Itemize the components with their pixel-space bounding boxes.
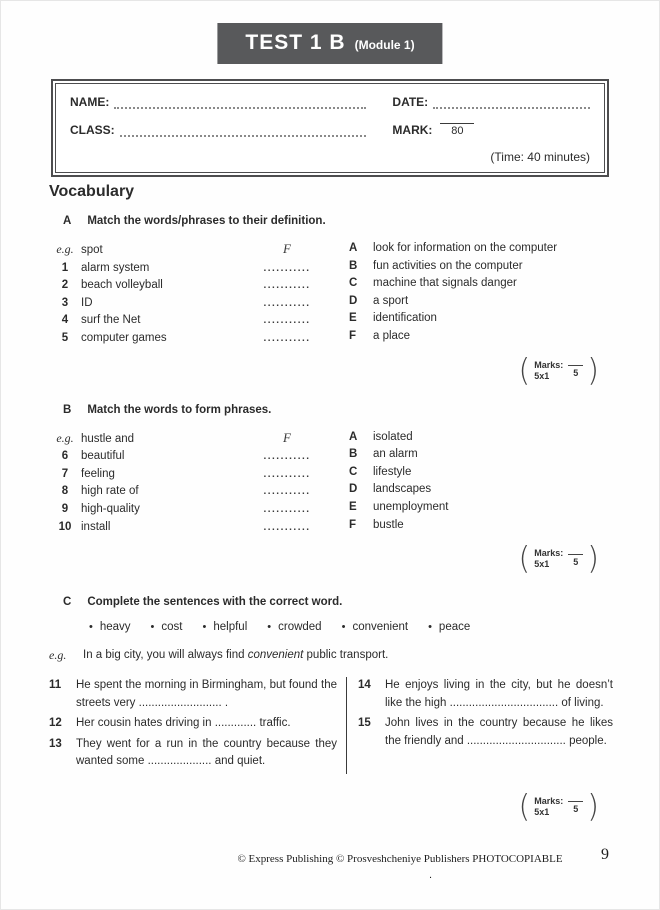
section-b-words [49, 429, 349, 537]
option-row [349, 293, 613, 311]
item-number: 11 [49, 679, 62, 692]
class-blank-line [120, 122, 367, 137]
mark-blank-line [440, 123, 474, 124]
match-row [49, 466, 349, 484]
time-note: (Time: 40 minutes) [490, 150, 590, 164]
item-word: hustle and [81, 432, 135, 445]
option-text: isolated [373, 430, 413, 443]
copyright-notice: © Express Publishing © Prosveshcheniye Publishers PHOTOCOPIABLE [237, 853, 563, 865]
vocabulary-heading: Vocabulary [49, 183, 135, 200]
sentence-item [358, 677, 613, 712]
name-label: NAME: [70, 95, 110, 109]
open-paren: ( [518, 787, 531, 825]
item-answer-blank: ........... [263, 297, 311, 309]
content-area [49, 183, 613, 825]
word-bank-item [342, 621, 408, 633]
section-a-matching [49, 240, 613, 348]
example-answer-word: convenient [247, 649, 304, 662]
student-info-box [51, 79, 609, 177]
item-number: 6 [61, 450, 69, 463]
date-blank-line [433, 94, 590, 109]
marks-total: 5 [573, 556, 579, 567]
item-word: install [81, 520, 111, 533]
option-letter: D [349, 294, 358, 307]
item-number: 8 [61, 485, 69, 498]
marks-label: Marks: [534, 548, 564, 559]
page-number: 9 [601, 846, 609, 863]
example-label: e.g. [49, 648, 67, 663]
item-number: 15 [358, 717, 371, 730]
option-letter: D [349, 483, 358, 496]
option-text: a place [373, 329, 411, 342]
close-paren: ) [587, 351, 599, 389]
sentence-item [49, 736, 337, 771]
item-answer: F [283, 241, 291, 256]
bullet-icon: • [267, 621, 272, 634]
marks-label: Marks: [534, 795, 564, 806]
bullet-icon: • [150, 621, 155, 634]
class-label: CLASS: [70, 123, 115, 137]
option-text: bustle [373, 518, 404, 531]
section-a-options [349, 240, 613, 348]
item-number: 12 [49, 717, 62, 730]
word-bank [89, 621, 613, 633]
match-row [49, 501, 349, 519]
option-text: a sport [373, 294, 409, 307]
open-paren: ( [518, 540, 531, 577]
item-number: 14 [358, 679, 371, 692]
option-letter: C [349, 465, 358, 478]
section-c-items [49, 677, 613, 774]
item-word: surf the Net [81, 314, 141, 327]
marks-label: Marks: [534, 359, 564, 370]
match-row [49, 312, 349, 330]
match-row [49, 260, 349, 278]
option-row [349, 464, 613, 482]
class-mark-row [70, 122, 590, 137]
item-answer-blank: ........... [263, 262, 311, 274]
section-b-instruction [63, 404, 613, 416]
word-bank-word: heavy [99, 621, 131, 634]
section-c-letter: C [63, 596, 72, 609]
option-row [349, 481, 613, 499]
item-word: alarm system [81, 261, 150, 274]
word-bank-item [89, 621, 131, 633]
item-word: high-quality [81, 502, 140, 515]
option-row [349, 328, 613, 346]
item-answer: F [283, 429, 291, 445]
marks-total: 5 [573, 804, 579, 815]
item-word: ID [81, 296, 93, 309]
match-row [49, 277, 349, 295]
option-text: landscapes [373, 483, 432, 496]
option-letter: B [349, 259, 358, 272]
sentence-item [49, 715, 337, 733]
word-bank-word: peace [438, 621, 471, 634]
option-text: machine that signals danger [373, 277, 517, 290]
item-number: 3 [61, 296, 69, 309]
word-bank-word: crowded [278, 621, 322, 634]
word-bank-word: helpful [213, 621, 248, 634]
close-paren: ) [587, 787, 599, 825]
option-row [349, 310, 613, 328]
item-answer-blank: ........... [263, 486, 311, 498]
name-blank-line [114, 94, 366, 109]
item-answer-blank: ........... [263, 315, 311, 327]
option-letter: A [349, 430, 358, 443]
section-a-instruction-text: Match the words/phrases to their definition. [87, 215, 326, 227]
mark-total: 80 [451, 125, 464, 137]
item-word: beach volleyball [81, 279, 163, 292]
test-title: TEST 1 B [245, 31, 346, 54]
mark-label: MARK: [392, 123, 433, 137]
marks-badge-b [518, 540, 599, 577]
item-number: 9 [61, 502, 69, 515]
marks-blank-line [568, 365, 583, 366]
marks-formula: 5x1 [534, 559, 550, 570]
bullet-icon: • [428, 621, 432, 634]
item-number: e.g. [56, 430, 74, 445]
item-word: spot [81, 244, 103, 256]
mark-fraction [440, 123, 474, 137]
section-c-example [49, 647, 613, 663]
match-row [49, 295, 349, 313]
option-text: look for information on the computer [373, 242, 558, 254]
match-row [49, 330, 349, 348]
marks-formula: 5x1 [534, 806, 550, 817]
option-letter: A [349, 242, 358, 254]
section-a-instruction [63, 215, 613, 227]
item-number: 4 [61, 314, 69, 327]
option-text: identification [373, 312, 437, 325]
option-row [349, 240, 613, 258]
section-c-instruction [63, 596, 613, 608]
item-number: 13 [49, 737, 62, 750]
sentence-item [358, 715, 613, 750]
item-number: 1 [61, 261, 69, 274]
word-bank-item [428, 621, 470, 633]
item-sentence: John lives in the country because he likes the friendly and ............................... people. [385, 717, 613, 747]
match-row [49, 483, 349, 501]
option-text: an alarm [373, 448, 418, 461]
match-row [49, 429, 349, 449]
test-title-box [217, 23, 442, 64]
student-info-inner [55, 83, 605, 173]
option-row [349, 446, 613, 464]
item-number: 2 [61, 279, 69, 292]
option-letter: E [349, 500, 357, 513]
option-text: fun activities on the computer [373, 259, 523, 272]
item-answer-blank: ........... [263, 332, 311, 344]
item-answer-blank: ........... [263, 521, 311, 533]
option-text: unemployment [373, 500, 449, 513]
option-letter: C [349, 277, 358, 290]
bullet-icon: • [202, 621, 207, 634]
section-c-instruction-text: Complete the sentences with the correct word. [87, 596, 343, 609]
example-prefix: In a big city, you will always find [83, 649, 248, 662]
option-letter: B [349, 448, 358, 461]
date-label: DATE: [392, 95, 429, 109]
item-answer-blank: ........... [263, 451, 311, 463]
option-row [349, 275, 613, 293]
item-sentence: He spent the morning in Birmingham, but found the streets very .......................... . [76, 679, 337, 709]
item-answer-blank: ........... [263, 280, 311, 292]
item-answer-blank: ........... [263, 503, 311, 515]
item-word: computer games [81, 331, 167, 344]
option-row [349, 499, 613, 517]
marks-blank-line [568, 554, 583, 555]
section-a-words [49, 240, 349, 348]
marks-formula: 5x1 [534, 370, 550, 381]
section-b-letter: B [63, 403, 72, 416]
example-sentence [83, 647, 388, 663]
option-row [349, 258, 613, 276]
close-paren: ) [587, 540, 599, 577]
item-number: e.g. [56, 242, 74, 256]
match-row [49, 519, 349, 537]
match-row [49, 448, 349, 466]
section-b-instruction-text: Match the words to form phrases. [87, 403, 272, 416]
section-c-right-column [347, 677, 613, 774]
marks-total: 5 [573, 368, 579, 379]
bullet-icon: • [341, 621, 346, 634]
item-word: beautiful [81, 450, 125, 463]
example-suffix: public transport. [303, 649, 389, 662]
word-bank-item [267, 621, 321, 633]
item-answer-blank: ........... [263, 468, 311, 480]
scan-artifact-dot: . [429, 869, 433, 881]
bullet-icon: • [89, 621, 93, 634]
item-sentence: Her cousin hates driving in ............. traffic. [76, 717, 291, 730]
item-sentence: They went for a run in the country because they wanted some .................... and quiet. [76, 737, 337, 768]
section-b-options [349, 429, 613, 537]
item-word: high rate of [81, 485, 139, 498]
item-number: 5 [61, 331, 69, 344]
option-letter: E [349, 312, 357, 325]
option-row [349, 429, 613, 447]
marks-badge-c [518, 787, 599, 825]
name-date-row [70, 94, 590, 109]
marks-badge-a [518, 351, 599, 389]
option-text: lifestyle [373, 465, 412, 478]
item-word: feeling [81, 467, 115, 480]
item-number: 10 [58, 520, 72, 533]
marks-blank-line [568, 801, 583, 802]
word-bank-word: convenient [352, 621, 409, 634]
option-letter: F [349, 518, 357, 531]
item-number: 7 [61, 467, 69, 480]
match-row [49, 240, 349, 260]
option-letter: F [349, 329, 357, 342]
sentence-item [49, 677, 337, 712]
item-sentence: He enjoys living in the city, but he doesn’t like the high .................................. of living. [385, 679, 613, 709]
word-bank-item [203, 621, 248, 633]
test-module: (Module 1) [354, 38, 415, 52]
open-paren: ( [518, 351, 531, 389]
section-c-left-column [49, 677, 347, 774]
option-row [349, 517, 613, 535]
section-b-matching [49, 429, 613, 537]
section-a-letter: A [63, 215, 72, 227]
word-bank-item [151, 621, 183, 633]
word-bank-word: cost [161, 621, 183, 634]
